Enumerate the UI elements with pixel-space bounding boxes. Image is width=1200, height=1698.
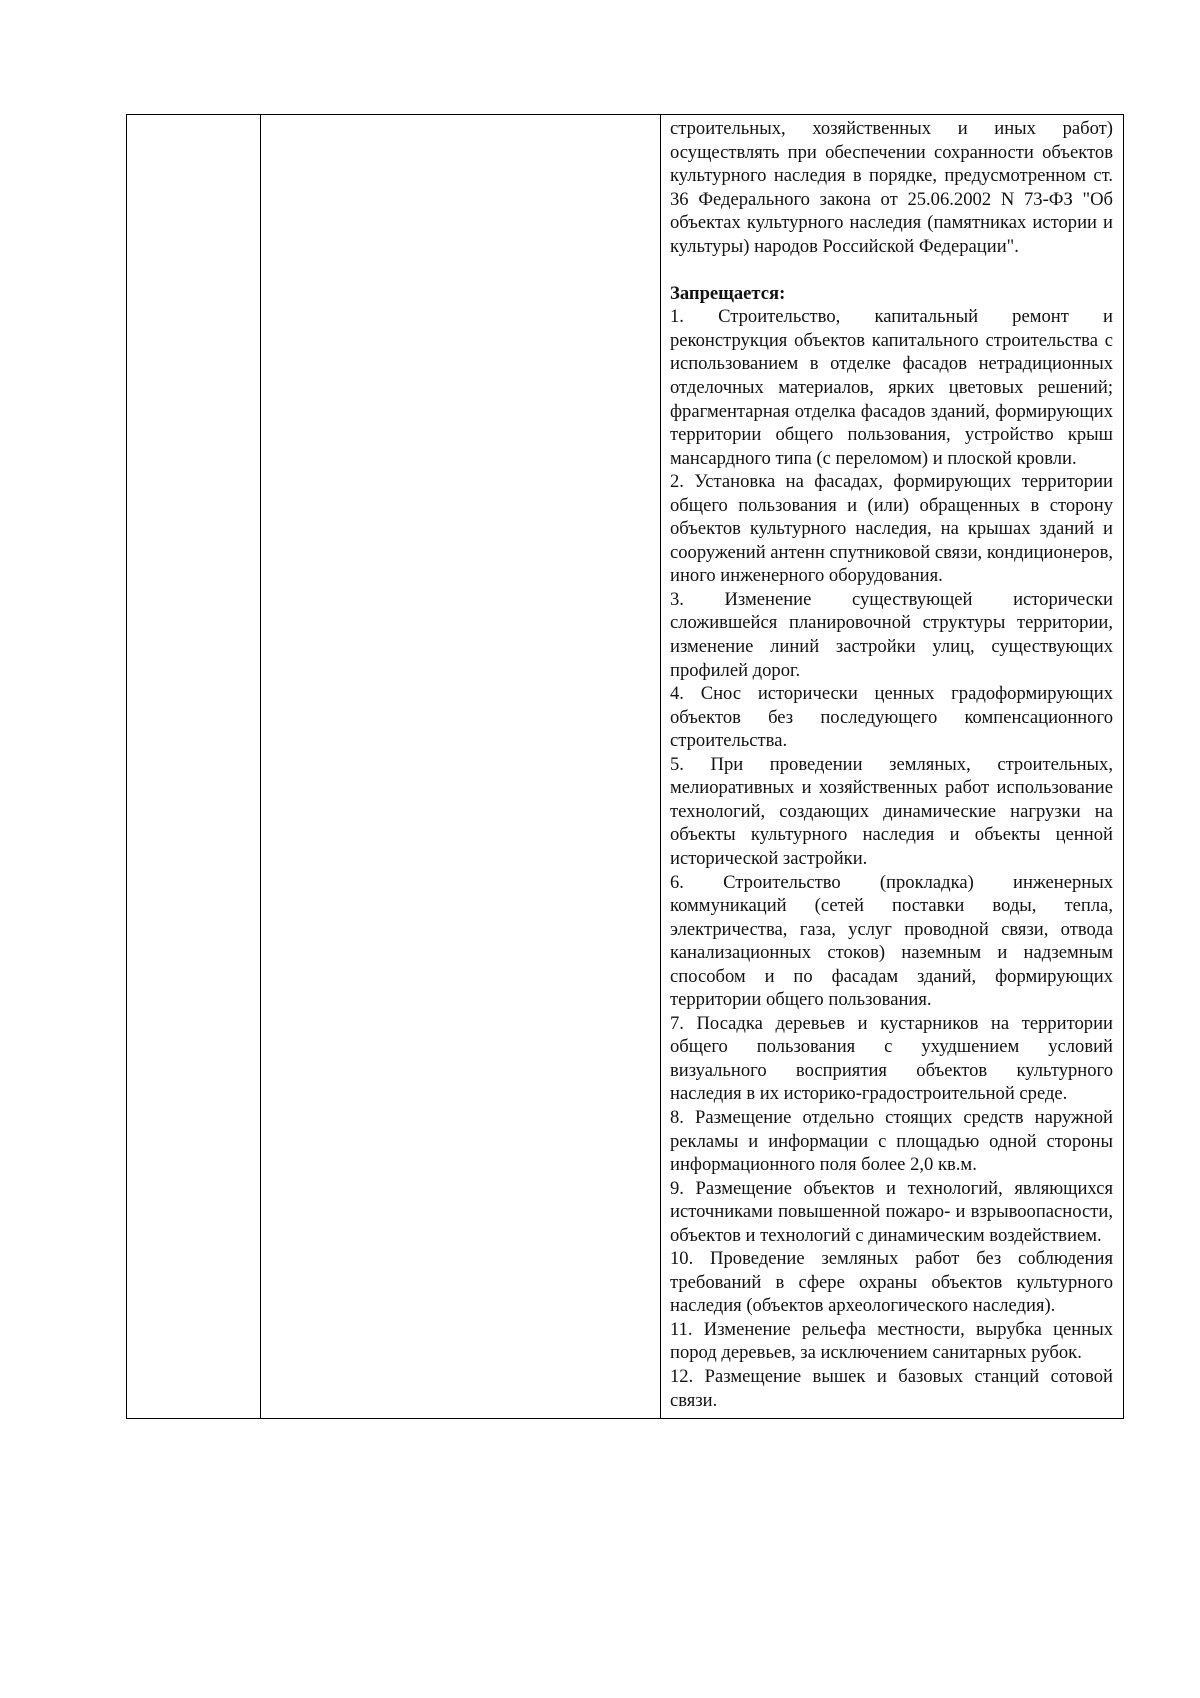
paragraph-spacer (670, 258, 1113, 282)
prohibition-item-10: 10. Проведение земляных работ без соблюдения требований в сфере охраны объектов культурного наследия (объектов археологического наследия). (670, 1248, 1113, 1317)
prohibition-item-1: 1. Строительство, капитальный ремонт и реконструкция объектов капитального строительства с использованием в отделке фасадов нетрадиционных отделочных материалов, ярких цветовых решений; фрагментарная отделка фасадов зданий, формирующих территории общего пользования, устройство крыш мансардного типа (с переломом) и плоской кровли. (670, 306, 1113, 469)
prohibition-item-9: 9. Размещение объектов и технологий, являющихся источниками повышенной пожаро- и взрывоопасности, объектов и технологий с динамическим воздействием. (670, 1177, 1113, 1246)
prohibition-item-2: 2. Установка на фасадах, формирующих территории общего пользования и (или) обращенных в сторону объектов культурного наследия, на крышах зданий и сооружений антенн спутниковой связи, кондиционеров, иного инженерного оборудования. (670, 471, 1113, 587)
prohibited-heading: Запрещается: (670, 282, 786, 304)
prohibition-item-11: 11. Изменение рельефа местности, вырубка ценных пород деревьев, за исключением санитарных рубок. (670, 1318, 1113, 1364)
empty-cell-1 (127, 115, 261, 1419)
prohibition-item-7: 7. Посадка деревьев и кустарников на территории общего пользования с ухудшением условий визуального восприятия объектов культурного наследия в их историко-градостроительной среде. (670, 1012, 1113, 1105)
prohibition-item-3: 3. Изменение существующей исторически сложившейся планировочной структуры территории, изменение линий застройки улиц, существующих профилей дорог. (670, 588, 1113, 681)
intro-paragraph: строительных, хозяйственных и иных работ) осуществлять при обеспечении сохранности объектов культурного наследия в порядке, предусмотренном ст. 36 Федерального закона от 25.06.2002 N 73-ФЗ "Об объектах культурного наследия (памятниках истории и культуры) народов Российской Федерации". (670, 118, 1113, 257)
regulation-text-cell (661, 115, 1124, 1419)
prohibition-item-8: 8. Размещение отдельно стоящих средств наружной рекламы и информации с площадью одной стороны информационного поля более 2,0 кв.м. (670, 1106, 1113, 1176)
empty-cell-2 (261, 115, 661, 1419)
prohibition-item-6: 6. Строительство (прокладка) инженерных коммуникаций (сетей поставки воды, тепла, электричества, газа, услуг проводной связи, отвода канализационных стоков) наземным и надземным способом и по фасадам зданий, формирующих территории общего пользования. (670, 871, 1113, 1011)
prohibition-item-12: 12. Размещение вышек и базовых станций сотовой связи. (670, 1365, 1113, 1411)
prohibition-item-4: 4. Снос исторически ценных градоформирующих объектов без последующего компенсационного строительства. (670, 683, 1113, 752)
regulations-table (126, 114, 1124, 1419)
prohibition-item-5: 5. При проведении земляных, строительных, мелиоративных и хозяйственных работ использование технологий, создающих динамические нагрузки на объекты культурного наследия и объекты ценной исторической застройки. (670, 753, 1113, 869)
table-row (127, 115, 1124, 1419)
